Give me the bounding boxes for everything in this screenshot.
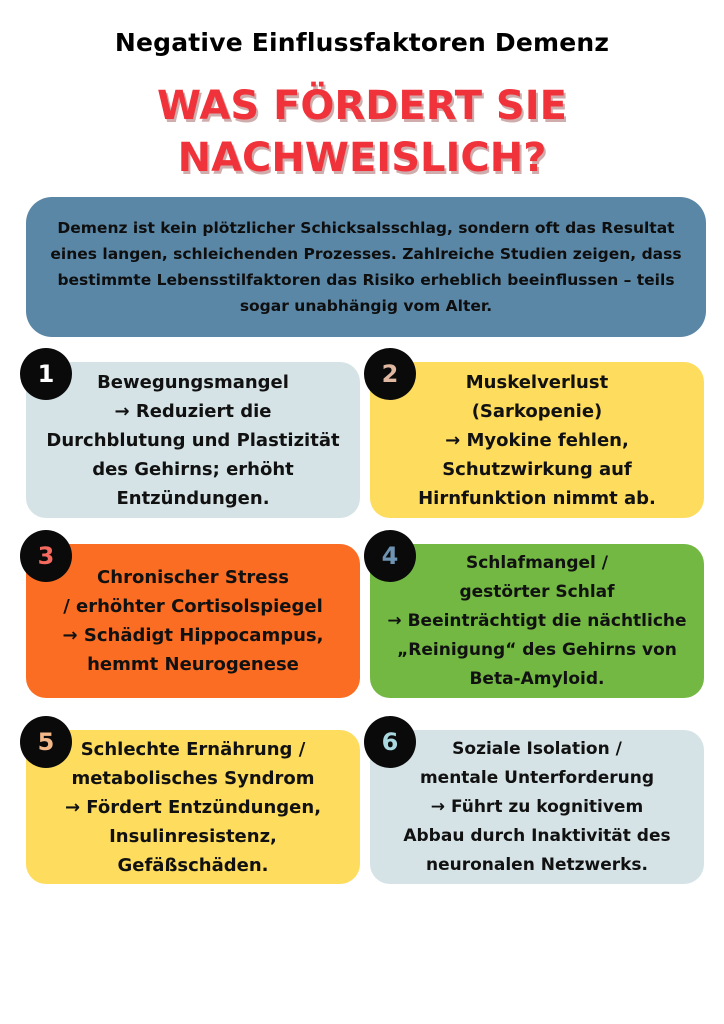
headline bbox=[0, 80, 724, 184]
factor-card-5 bbox=[26, 730, 360, 884]
factor-card-text: Muskelverlust (Sarkopenie) → Myokine fehlen, Schutzwirkung auf Hirnfunktion nimmt ab. bbox=[418, 371, 656, 509]
number-badge-label: 5 bbox=[37, 728, 55, 756]
intro-box bbox=[26, 197, 706, 337]
factor-card-2 bbox=[370, 362, 704, 518]
headline-line-2: NACHWEISLICH? bbox=[177, 135, 547, 181]
factor-card-text: Schlafmangel / gestörter Schlaf → Beeinträchtigt die nächtliche „Reinigung“ des Gehirns von Beta-Amyloid. bbox=[387, 552, 687, 689]
number-badge-6 bbox=[364, 716, 416, 768]
factor-card-4 bbox=[370, 544, 704, 698]
number-badge-label: 3 bbox=[37, 542, 55, 570]
number-badge-2 bbox=[364, 348, 416, 400]
number-badge-label: 2 bbox=[381, 360, 399, 388]
number-badge-label: 1 bbox=[37, 360, 55, 388]
factor-card-text: Chronischer Stress / erhöhter Cortisolspiegel → Schädigt Hippocampus, hemmt Neurogenese bbox=[62, 567, 324, 675]
headline-line-1: WAS FÖRDERT SIE bbox=[157, 83, 567, 129]
intro-text: Demenz ist kein plötzlicher Schicksalsschlag, sondern oft das Resultat eines langen, schleichenden Prozesses. Zahlreiche Studien zeigen, dass bestimmte Lebensstilfaktoren das Risiko erheblich beeinflussen – teils sogar unabhängig vom Alter. bbox=[50, 219, 682, 315]
factor-card-text: Bewegungsmangel → Reduziert die Durchblutung und Plastizität des Gehirns; erhöht Entzündungen. bbox=[46, 371, 340, 509]
number-badge-label: 4 bbox=[381, 542, 399, 570]
factor-card-text: Soziale Isolation / mentale Unterforderung → Führt zu kognitivem Abbau durch Inaktivität des neuronalen Netzwerks. bbox=[403, 738, 671, 875]
number-badge-1 bbox=[20, 348, 72, 400]
number-badge-3 bbox=[20, 530, 72, 582]
number-badge-4 bbox=[364, 530, 416, 582]
factor-card-text: Schlechte Ernährung / metabolisches Syndrom → Fördert Entzündungen, Insulinresistenz, Gefäßschäden. bbox=[64, 738, 322, 876]
number-badge-5 bbox=[20, 716, 72, 768]
number-badge-label: 6 bbox=[381, 728, 399, 756]
page-title: Negative Einflussfaktoren Demenz bbox=[114, 28, 610, 57]
factor-card-1 bbox=[26, 362, 360, 518]
factor-card-6 bbox=[370, 730, 704, 884]
factor-card-3 bbox=[26, 544, 360, 698]
